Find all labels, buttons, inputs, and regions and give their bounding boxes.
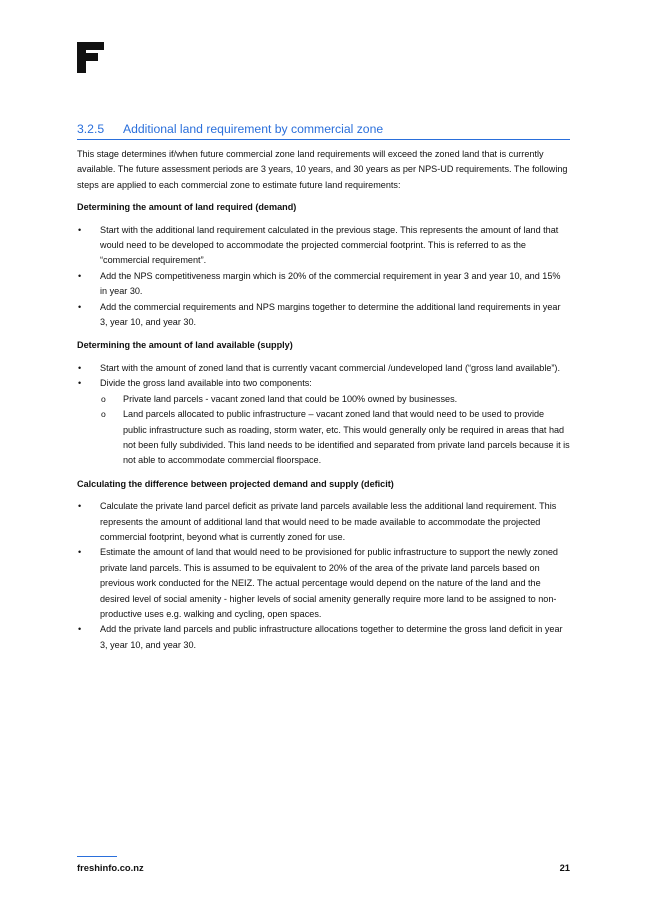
section-number: 3.2.5: [77, 122, 105, 136]
list-item: • Add the commercial requirements and NPS margins together to determine the additional land requirements in year 3, year 10, and year 30.: [77, 300, 570, 331]
list-item-text: Divide the gross land available into two components:: [100, 378, 312, 389]
intro-paragraph: This stage determines if/when future commercial zone land requirements will exceed the zoned land that is currently available. The future assessment periods are 3 years, 10 years, and 30 years as per NPS-UD requirements. The following steps are applied to each commercial zone to estimate future land requirements:: [77, 149, 568, 190]
demand-heading: Determining the amount of land required (demand): [77, 202, 297, 213]
page-number: 21: [559, 862, 570, 873]
sub-list-item: o Private land parcels - vacant zoned land that could be 100% owned by businesses.: [100, 392, 570, 407]
list-item: • Add the NPS competitiveness margin which is 20% of the commercial requirement in year 3 and year 10, and 15% in year 30.: [77, 269, 570, 300]
list-item: • Add the private land parcels and public infrastructure allocations together to determine the gross land deficit in year 3, year 10, and year 30.: [77, 622, 570, 653]
supply-sublist: [100, 392, 570, 469]
list-item: • Start with the additional land requirement calculated in the previous stage. This represents the amount of land that would need to be developed to accommodate the projected commercial footprint. This is referred to as the “commercial requirement”.: [77, 223, 570, 269]
list-item: • Estimate the amount of land that would need to be provisioned for public infrastructure to support the newly zoned private land parcels. This is assumed to be equivalent to 20% of the area of the private land parcels based on previous work conducted for the NEIZ. The actual percentage would depend on the nature of the land and the desired level of social amenity - higher levels of social amenity generally require more land to be assigned to non-productive uses e.g. walking and cycling, open spaces.: [77, 545, 570, 622]
f-logo-icon: [77, 42, 104, 73]
section-heading: [77, 121, 570, 140]
list-item: • Start with the amount of zoned land that is currently vacant commercial /undeveloped land (“gross land available”).: [77, 361, 570, 376]
supply-heading: Determining the amount of land available (supply): [77, 340, 293, 351]
supply-list: [77, 361, 570, 469]
footer-site: freshinfo.co.nz: [77, 862, 144, 873]
deficit-list: [77, 499, 570, 653]
footer-divider: [77, 856, 117, 857]
list-item: [77, 376, 570, 468]
section-title: Additional land requirement by commercial zone: [123, 122, 384, 136]
sub-list-item: o Land parcels allocated to public infrastructure – vacant zoned land that would need to be used to provide public infrastructure such as roading, storm water, etc. This would generally only be required in areas that had not been fully subdivided. This land needs to be identified and separated from private land parcels because it is not able to accommodate commercial floorspace.: [100, 407, 570, 469]
list-item: • Calculate the private land parcel deficit as private land parcels available less the additional land requirement. This represents the amount of additional land that would need to be made available to accommodate the projected commercial footprint, beyond what is currently zoned for use.: [77, 499, 570, 545]
demand-list: [77, 223, 570, 331]
page-body: [77, 147, 570, 661]
deficit-heading: Calculating the difference between projected demand and supply (deficit): [77, 478, 394, 489]
